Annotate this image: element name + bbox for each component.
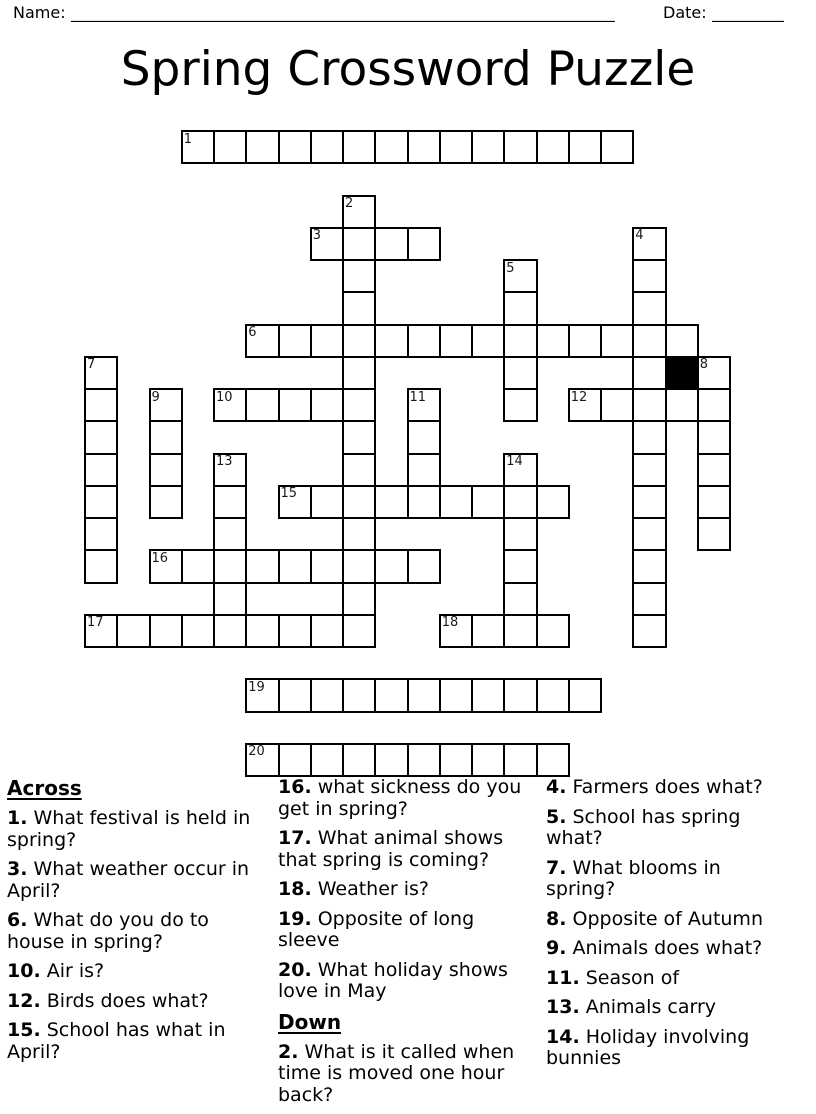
grid-cell[interactable]: [568, 324, 602, 358]
grid-cell[interactable]: [407, 485, 441, 519]
grid-cell[interactable]: [84, 549, 118, 583]
clue-item-11: 11. Season of: [546, 966, 680, 989]
grid-cell[interactable]: [536, 614, 570, 648]
grid-cell[interactable]: [407, 227, 441, 261]
grid-cell[interactable]: [471, 678, 505, 712]
grid-cell[interactable]: [213, 453, 247, 487]
grid-cell[interactable]: [342, 678, 376, 712]
clue-item-14: 14. Holiday involving bunnies: [546, 1025, 750, 1069]
clue-item-2: 2. What is it called when time is moved one hour back?: [278, 1040, 515, 1106]
grid-cell[interactable]: [245, 324, 279, 358]
grid-cell[interactable]: [310, 678, 344, 712]
grid-cell[interactable]: [407, 453, 441, 487]
clue-item-16: 16. what sickness do you get in spring?: [278, 776, 522, 820]
grid-cell[interactable]: [278, 743, 312, 777]
grid-cell[interactable]: [697, 453, 731, 487]
grid-number-1: 1: [183, 131, 193, 147]
grid-cell[interactable]: [568, 678, 602, 712]
grid-number-19: 19: [248, 679, 265, 695]
clue-num: 11.: [546, 966, 580, 989]
clue-item-15: 15. School has what in April?: [7, 1019, 226, 1063]
across-heading: Across: [7, 776, 82, 800]
clue-column-3: [546, 777, 794, 1078]
grid-number-15: 15: [280, 486, 298, 502]
grid-cell[interactable]: [342, 356, 376, 390]
grid-cell[interactable]: [84, 485, 118, 519]
grid-cell[interactable]: [665, 388, 699, 422]
grid-cell[interactable]: [149, 388, 183, 422]
grid-cell[interactable]: [310, 614, 344, 648]
date-label: Date:: [663, 3, 707, 22]
grid-cell[interactable]: [278, 485, 312, 519]
clue-item-12: 12. Birds does what?: [7, 989, 209, 1012]
grid-cell[interactable]: [374, 130, 408, 164]
grid-cell[interactable]: [471, 614, 505, 648]
grid-cell[interactable]: [503, 291, 537, 325]
grid-cell[interactable]: [600, 388, 634, 422]
grid-number-13: 13: [216, 454, 233, 469]
grid-cell[interactable]: [213, 582, 247, 616]
grid-cell[interactable]: [471, 743, 505, 777]
grid-cell[interactable]: [342, 517, 376, 551]
clue-column-2: [278, 777, 526, 1114]
grid-cell[interactable]: [632, 582, 666, 616]
grid-cell[interactable]: [374, 678, 408, 712]
grid-cell[interactable]: [503, 614, 537, 648]
grid-cell[interactable]: [245, 678, 279, 712]
grid-number-18: 18: [441, 615, 459, 631]
clue-item-4: 4. Farmers does what?: [546, 776, 763, 798]
grid-number-12: 12: [570, 389, 588, 405]
grid-cell[interactable]: [374, 485, 408, 519]
grid-cell[interactable]: [503, 517, 537, 551]
clue-num: 5.: [546, 805, 567, 828]
grid-cell[interactable]: [632, 420, 666, 454]
grid-number-8: 8: [699, 357, 709, 373]
grid-cell[interactable]: [84, 356, 118, 390]
grid-cell[interactable]: [374, 227, 408, 261]
grid-cell[interactable]: [536, 324, 570, 358]
grid-cell[interactable]: [503, 743, 537, 777]
grid-cell[interactable]: [632, 227, 666, 261]
grid-cell[interactable]: [632, 356, 666, 390]
date-blank-line[interactable]: _________: [711, 3, 784, 22]
grid-cell[interactable]: [632, 614, 666, 648]
clue-num: 9.: [546, 937, 567, 959]
clue-column-1: [7, 777, 255, 1071]
page-title: Spring Crossword Puzzle: [120, 42, 696, 97]
grid-cell[interactable]: [697, 356, 731, 390]
grid-cell[interactable]: [278, 678, 312, 712]
grid-cell[interactable]: [632, 291, 666, 325]
grid-cell[interactable]: [536, 485, 570, 519]
grid-cell[interactable]: [471, 485, 505, 519]
grid-cell[interactable]: [632, 324, 666, 358]
clue-num: 8.: [546, 907, 567, 930]
date-field: [663, 3, 784, 22]
grid-cell[interactable]: [439, 324, 473, 358]
grid-cell[interactable]: [149, 614, 183, 648]
grid-cell[interactable]: [310, 485, 344, 519]
grid-number-3: 3: [312, 228, 322, 244]
grid-cell[interactable]: [342, 291, 376, 325]
grid-cell[interactable]: [278, 388, 312, 422]
grid-cell[interactable]: [503, 130, 537, 164]
grid-cell[interactable]: [632, 259, 666, 293]
grid-cell[interactable]: [632, 453, 666, 487]
grid-cell[interactable]: [374, 549, 408, 583]
grid-cell[interactable]: [632, 388, 666, 422]
grid-cell[interactable]: [536, 130, 570, 164]
clue-num: 10.: [7, 960, 41, 982]
grid-cell[interactable]: [439, 614, 473, 648]
grid-cell[interactable]: [342, 388, 376, 422]
grid-cell[interactable]: [213, 130, 247, 164]
grid-cell[interactable]: [503, 388, 537, 422]
grid-number-14: 14: [506, 454, 523, 469]
clue-num: 1.: [7, 807, 28, 829]
grid-cell[interactable]: [697, 420, 731, 454]
grid-number-5: 5: [506, 260, 515, 276]
grid-cell[interactable]: [181, 614, 215, 648]
grid-cell[interactable]: [149, 420, 183, 454]
clue-item-20: 20. What holiday shows love in May: [278, 958, 508, 1002]
name-label: Name:: [13, 3, 66, 22]
grid-number-11: 11: [409, 389, 427, 405]
grid-cell[interactable]: [342, 420, 376, 454]
grid-cell[interactable]: [278, 614, 312, 648]
grid-cell[interactable]: [84, 517, 118, 551]
clue-num: 16.: [278, 776, 312, 798]
grid-cell[interactable]: [568, 130, 602, 164]
grid-cell[interactable]: [84, 420, 118, 454]
grid-cell[interactable]: [84, 453, 118, 487]
grid-number-7: 7: [87, 357, 96, 373]
grid-number-9: 9: [151, 389, 160, 405]
name-blank-line[interactable]: ____________________________________________________________________: [70, 3, 615, 22]
grid-cell[interactable]: [342, 227, 376, 261]
grid-cell[interactable]: [116, 614, 150, 648]
grid-cell[interactable]: [407, 549, 441, 583]
grid-cell[interactable]: [503, 549, 537, 583]
clue-item-5: 5. School has spring what?: [546, 805, 741, 849]
grid-cell[interactable]: [632, 485, 666, 519]
grid-cell[interactable]: [310, 549, 344, 583]
grid-number-20: 20: [248, 744, 265, 760]
grid-cell[interactable]: [213, 388, 247, 422]
clue-num: 2.: [278, 1040, 299, 1063]
clue-item-9: 9. Animals does what?: [546, 937, 763, 959]
clue-num: 4.: [546, 776, 567, 798]
grid-cell[interactable]: [407, 388, 441, 422]
grid-cell[interactable]: [503, 259, 537, 293]
grid-cell[interactable]: [374, 743, 408, 777]
grid-cell[interactable]: [697, 388, 731, 422]
clue-num: 13.: [546, 996, 580, 1018]
grid-cell[interactable]: [600, 324, 634, 358]
grid-cell[interactable]: [342, 582, 376, 616]
grid-cell[interactable]: [149, 453, 183, 487]
grid-cell[interactable]: [213, 485, 247, 519]
clue-item-19: 19. Opposite of long sleeve: [278, 907, 475, 951]
grid-cell[interactable]: [439, 130, 473, 164]
grid-number-4: 4: [635, 228, 644, 244]
grid-cell[interactable]: [503, 485, 537, 519]
grid-cell[interactable]: [697, 517, 731, 551]
grid-cell[interactable]: [632, 517, 666, 551]
grid-cell[interactable]: [181, 130, 215, 164]
clue-item-8: 8. Opposite of Autumn: [546, 907, 763, 930]
grid-cell[interactable]: [568, 388, 602, 422]
grid-cell[interactable]: [342, 743, 376, 777]
clue-item-17: 17. What animal shows that spring is coming?: [278, 827, 504, 871]
grid-cell[interactable]: [665, 324, 699, 358]
clue-num: 3.: [7, 858, 28, 880]
clue-item-13: 13. Animals carry: [546, 996, 717, 1018]
grid-number-17: 17: [87, 615, 104, 631]
clue-item-6: 6. What do you do to house in spring?: [7, 909, 209, 953]
down-heading: Down: [278, 1009, 342, 1034]
grid-cell[interactable]: [310, 743, 344, 777]
grid-cell[interactable]: [342, 453, 376, 487]
grid-cell[interactable]: [278, 324, 312, 358]
grid-cell[interactable]: [503, 582, 537, 616]
grid-cell[interactable]: [84, 388, 118, 422]
grid-cell[interactable]: [342, 614, 376, 648]
grid-cell[interactable]: [149, 549, 183, 583]
grid-cell[interactable]: [213, 614, 247, 648]
grid-cell[interactable]: [342, 485, 376, 519]
grid-cell[interactable]: [536, 743, 570, 777]
grid-cell[interactable]: [310, 227, 344, 261]
grid-cell[interactable]: [213, 517, 247, 551]
grid-cell[interactable]: [471, 324, 505, 358]
clue-num: 19.: [278, 907, 312, 930]
clue-num: 15.: [7, 1019, 41, 1041]
grid-cell[interactable]: [407, 678, 441, 712]
grid-cell[interactable]: [503, 678, 537, 712]
grid-number-2: 2: [345, 196, 354, 211]
grid-cell[interactable]: [278, 549, 312, 583]
clue-num: 6.: [7, 909, 28, 931]
grid-number-10: 10: [216, 389, 233, 405]
grid-cell[interactable]: [407, 324, 441, 358]
grid-cell[interactable]: [439, 678, 473, 712]
clue-item-10: 10. Air is?: [7, 960, 105, 982]
grid-cell[interactable]: [536, 678, 570, 712]
grid-cell[interactable]: [632, 549, 666, 583]
grid-cell[interactable]: [600, 130, 634, 164]
grid-cell[interactable]: [503, 356, 537, 390]
grid-cell[interactable]: [310, 130, 344, 164]
clue-num: 12.: [7, 989, 41, 1012]
grid-cell[interactable]: [374, 324, 408, 358]
grid-cell[interactable]: [84, 614, 118, 648]
name-field: [13, 3, 615, 22]
grid-cell[interactable]: [439, 743, 473, 777]
clue-num: 14.: [546, 1025, 580, 1048]
grid-cell[interactable]: [149, 485, 183, 519]
grid-cell[interactable]: [407, 743, 441, 777]
grid-cell[interactable]: [439, 485, 473, 519]
clue-item-1: 1. What festival is held in spring?: [7, 807, 251, 851]
grid-cell[interactable]: [342, 549, 376, 583]
grid-cell[interactable]: [342, 324, 376, 358]
grid-cell[interactable]: [503, 324, 537, 358]
clue-num: 20.: [278, 958, 312, 981]
grid-cell[interactable]: [245, 130, 279, 164]
grid-cell[interactable]: [407, 130, 441, 164]
clue-item-3: 3. What weather occur in April?: [7, 858, 250, 902]
grid-cell[interactable]: [342, 259, 376, 293]
grid-cell[interactable]: [503, 453, 537, 487]
grid-cell[interactable]: [213, 549, 247, 583]
black-cell: [665, 356, 699, 390]
clue-num: 18.: [278, 878, 312, 900]
grid-cell[interactable]: [245, 549, 279, 583]
grid-cell[interactable]: [278, 130, 312, 164]
grid-cell[interactable]: [310, 388, 344, 422]
grid-cell[interactable]: [181, 549, 215, 583]
grid-cell[interactable]: [245, 614, 279, 648]
clue-num: 17.: [278, 827, 312, 849]
grid-cell[interactable]: [407, 420, 441, 454]
clue-item-7: 7. What blooms in spring?: [546, 856, 721, 900]
grid-number-6: 6: [248, 325, 257, 340]
grid-cell[interactable]: [245, 743, 279, 777]
clue-num: 7.: [546, 856, 567, 879]
clue-item-18: 18. Weather is?: [278, 878, 430, 900]
grid-number-16: 16: [151, 550, 169, 566]
grid-cell[interactable]: [697, 485, 731, 519]
grid-cell[interactable]: [310, 324, 344, 358]
grid-cell[interactable]: [342, 130, 376, 164]
grid-cell[interactable]: [342, 195, 376, 229]
grid-cell[interactable]: [245, 388, 279, 422]
grid-cell[interactable]: [471, 130, 505, 164]
